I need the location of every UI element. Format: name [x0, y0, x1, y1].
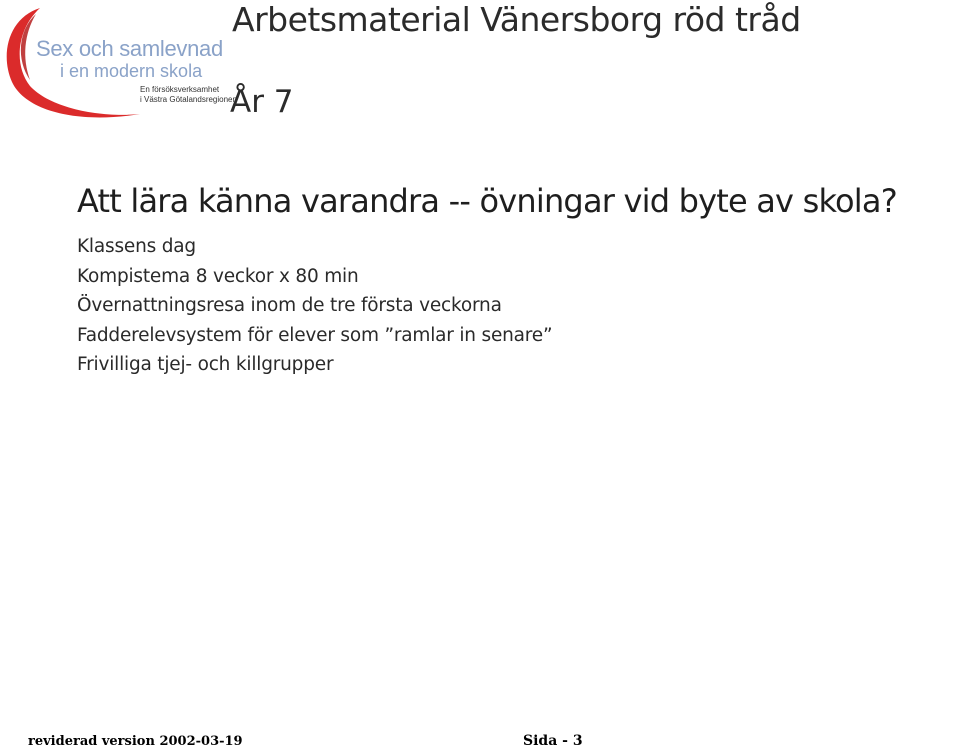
- activity-list: [77, 232, 552, 380]
- list-item: Kompistema 8 veckor x 80 min: [77, 265, 359, 287]
- list-item: Klassens dag: [77, 236, 196, 257]
- logo-subtitle: i en modern skola: [60, 61, 203, 81]
- logo: [0, 0, 240, 125]
- logo-tagline-2: i Västra Götalandsregionen: [140, 95, 237, 104]
- logo-tagline-1: En försöksverksamhet: [140, 85, 220, 94]
- grade-label: År 7: [230, 84, 294, 120]
- list-item: Övernattningsresa inom de tre första veckorna: [77, 295, 502, 316]
- footer-version: reviderad version 2002-03-19: [28, 734, 243, 749]
- logo-title: Sex och samlevnad: [36, 36, 223, 61]
- page-heading: Att lära känna varandra -- övningar vid byte av skola?: [77, 182, 897, 220]
- list-item: Frivilliga tjej- och killgrupper: [77, 354, 334, 375]
- list-item: Fadderelevsystem för elever som ”ramlar in senare”: [77, 324, 553, 346]
- document-title: Arbetsmaterial Vänersborg röd tråd: [232, 0, 801, 39]
- footer-page-number: Sida - 3: [523, 733, 583, 749]
